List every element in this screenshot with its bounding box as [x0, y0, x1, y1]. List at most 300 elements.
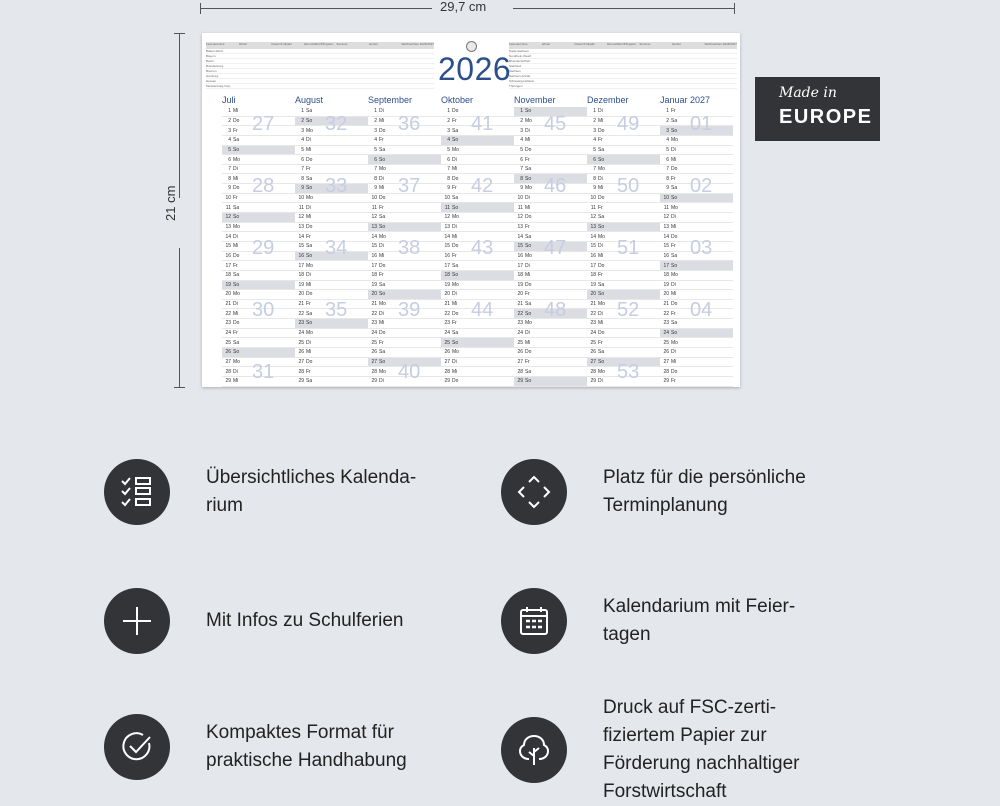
day-number: 25	[587, 340, 596, 346]
ferien-state: Sachsen	[509, 69, 542, 73]
weekday: Fr	[525, 291, 530, 297]
day-number: 11	[368, 205, 377, 211]
feature-text: Mit Infos zu Schulferien	[206, 607, 403, 635]
day-number: 13	[222, 224, 231, 230]
weekday: Mo	[306, 128, 313, 134]
day-number: 22	[660, 311, 669, 317]
weekday: Di	[233, 234, 238, 240]
weekday: Do	[379, 128, 385, 134]
day-row	[660, 155, 733, 165]
weekday: Sa	[525, 234, 531, 240]
day-row	[587, 338, 660, 348]
day-row	[222, 329, 295, 339]
weekday: Mi	[452, 234, 457, 240]
ferien-header-cell: Herbst	[672, 42, 705, 49]
week-number: 30	[252, 299, 274, 322]
weekday: So	[379, 291, 385, 297]
week-number: 27	[252, 113, 274, 136]
weekday: So	[525, 176, 531, 182]
day-number: 9	[587, 185, 596, 191]
weekday: Di	[598, 378, 603, 384]
weekday: So	[306, 185, 312, 191]
ferien-row	[206, 84, 434, 89]
weekday: Do	[525, 349, 531, 355]
day-number: 11	[441, 205, 450, 211]
weekday: So	[525, 108, 531, 114]
weekday: So	[306, 253, 312, 259]
day-number: 8	[441, 176, 450, 182]
week-number: 43	[471, 237, 493, 260]
day-number: 6	[514, 157, 523, 163]
weekday: Di	[598, 108, 603, 114]
day-number: 17	[295, 263, 304, 269]
week-number: 47	[544, 237, 566, 260]
weekday: Do	[671, 234, 677, 240]
tree-icon	[501, 717, 567, 783]
day-number: 4	[587, 137, 596, 143]
made-in-label: Made in	[779, 85, 837, 101]
day-number: 7	[222, 166, 231, 172]
weekday: Mo	[233, 359, 240, 365]
weekday: Di	[233, 301, 238, 307]
day-row	[295, 377, 368, 387]
weekday: Fr	[233, 263, 238, 269]
day-number: 9	[295, 185, 304, 191]
weekday: Do	[233, 185, 239, 191]
day-row	[587, 136, 660, 146]
day-number: 10	[295, 195, 304, 201]
week-number: 02	[690, 175, 712, 198]
weekday: Sa	[671, 185, 677, 191]
day-row	[368, 348, 441, 358]
weekday: Fr	[598, 272, 603, 278]
weekday: Sa	[306, 311, 312, 317]
weekday: Mo	[306, 195, 313, 201]
day-number: 27	[514, 359, 523, 365]
ferien-state: Hamburg	[206, 74, 239, 78]
day-number: 12	[222, 214, 231, 220]
weekday: Sa	[598, 147, 604, 153]
day-number: 14	[660, 234, 669, 240]
weekday: Mo	[233, 291, 240, 297]
day-row	[441, 271, 514, 281]
day-row	[295, 329, 368, 339]
day-number: 17	[222, 263, 231, 269]
feature-text: Druck auf FSC-zerti- fiziertem Papier zur Förderung nachhaltiger Forstwirtschaft	[603, 694, 799, 806]
ferien-state: Baden-Württ.	[206, 49, 239, 53]
day-row	[660, 377, 733, 387]
day-number: 7	[441, 166, 450, 172]
day-row	[222, 146, 295, 156]
ferien-header-cell: Himmelfahrt/Pfingsten	[304, 42, 337, 49]
day-row	[295, 358, 368, 368]
week-number: 29	[252, 237, 274, 260]
day-number: 11	[587, 205, 596, 211]
weekday: Sa	[233, 137, 239, 143]
day-number: 6	[441, 157, 450, 163]
day-number: 6	[222, 157, 231, 163]
weekday: Mo	[452, 349, 459, 355]
day-number: 20	[587, 291, 596, 297]
weekday: Mi	[452, 369, 457, 375]
day-number: 6	[368, 157, 377, 163]
day-number: 1	[587, 108, 596, 114]
day-number: 2	[295, 118, 304, 124]
weekday: Mi	[598, 253, 603, 259]
day-row	[222, 271, 295, 281]
weekday: Do	[671, 301, 677, 307]
weekday: Sa	[379, 214, 385, 220]
weekday: Sa	[671, 118, 677, 124]
weekday: Mo	[379, 234, 386, 240]
day-row	[660, 348, 733, 358]
weekday: Sa	[671, 320, 677, 326]
day-row	[587, 165, 660, 175]
weekday: Fr	[306, 301, 311, 307]
weekday: Mi	[671, 224, 676, 230]
day-number: 25	[222, 340, 231, 346]
day-row	[368, 261, 441, 271]
ferien-header-cell: Ferientermine	[509, 42, 542, 49]
day-number: 2	[660, 118, 669, 124]
day-number: 18	[660, 272, 669, 278]
ferien-state: Bayern	[206, 54, 239, 58]
weekday: Do	[598, 330, 604, 336]
day-number: 24	[587, 330, 596, 336]
weekday: Sa	[452, 195, 458, 201]
day-number: 3	[660, 128, 669, 134]
day-number: 2	[514, 118, 523, 124]
weekday: Di	[306, 340, 311, 346]
day-row	[514, 377, 587, 387]
day-number: 7	[368, 166, 377, 172]
weekday: Fr	[671, 108, 676, 114]
weekday: Sa	[306, 243, 312, 249]
day-number: 8	[222, 176, 231, 182]
weekday: Di	[306, 272, 311, 278]
ferien-state: Bremen	[206, 69, 239, 73]
weekday: Di	[379, 176, 384, 182]
day-number: 21	[441, 301, 450, 307]
day-number: 28	[514, 369, 523, 375]
day-number: 19	[514, 282, 523, 288]
day-row	[441, 348, 514, 358]
month-name: Oktober	[441, 95, 514, 107]
ferien-state: Berlin	[206, 59, 239, 63]
weekday: Fr	[379, 272, 384, 278]
weekday: Sa	[452, 330, 458, 336]
day-number: 13	[295, 224, 304, 230]
weekday: Fr	[598, 137, 603, 143]
day-row	[660, 213, 733, 223]
weekday: Mo	[233, 157, 240, 163]
ferien-state: Niedersachsen	[509, 49, 542, 53]
day-number: 1	[441, 108, 450, 114]
day-row	[368, 329, 441, 339]
weekday: Sa	[525, 301, 531, 307]
day-number: 29	[441, 378, 450, 384]
weekday: Do	[233, 253, 239, 259]
weekday: Mo	[598, 369, 605, 375]
week-number: 52	[617, 299, 639, 322]
weekday: Mo	[671, 340, 678, 346]
day-number: 21	[295, 301, 304, 307]
ferien-header-cell: Ferientermine	[206, 42, 239, 49]
weekday: So	[598, 359, 604, 365]
weekday: Mi	[306, 282, 311, 288]
weekday: Fr	[525, 157, 530, 163]
day-number: 8	[514, 176, 523, 182]
weekday: Mi	[598, 118, 603, 124]
day-row	[222, 223, 295, 233]
day-number: 22	[441, 311, 450, 317]
weekday: So	[452, 340, 458, 346]
day-row	[441, 223, 514, 233]
month-column	[295, 95, 368, 387]
ferien-header-cell: Weihnachten 2026/2027	[401, 42, 434, 49]
day-number: 11	[222, 205, 231, 211]
day-row	[660, 338, 733, 348]
day-number: 17	[368, 263, 377, 269]
weekday: Sa	[525, 166, 531, 172]
weekday: Do	[306, 157, 312, 163]
weekday: Mo	[379, 166, 386, 172]
calendar-icon	[501, 588, 567, 654]
weekday: Mi	[233, 378, 238, 384]
weekday: Mo	[452, 282, 459, 288]
weekday: Mo	[306, 263, 313, 269]
weekday: Mo	[598, 234, 605, 240]
feature-fsc	[501, 694, 799, 806]
weekday: Sa	[306, 378, 312, 384]
week-number: 34	[325, 237, 347, 260]
month-column	[660, 95, 733, 387]
day-number: 14	[514, 234, 523, 240]
weekday: So	[598, 224, 604, 230]
weekday: Mo	[598, 166, 605, 172]
day-number: 16	[660, 253, 669, 259]
day-row	[441, 146, 514, 156]
weekday: Mo	[379, 301, 386, 307]
ferien-state: Hessen	[206, 79, 239, 83]
day-row	[295, 203, 368, 213]
weekday: Sa	[233, 340, 239, 346]
weekday: Mi	[452, 301, 457, 307]
weekday: Sa	[452, 128, 458, 134]
weekday: Fr	[598, 205, 603, 211]
day-row	[222, 213, 295, 223]
weekday: Fr	[233, 330, 238, 336]
weekday: Do	[452, 378, 458, 384]
day-number: 14	[368, 234, 377, 240]
day-number: 20	[660, 291, 669, 297]
day-row	[587, 281, 660, 291]
made-in-europe-badge	[755, 77, 880, 141]
ferien-header-cell: Winter	[239, 42, 272, 49]
ferien-state: Mecklenburg-Vorp.	[206, 84, 239, 88]
weekday: So	[379, 157, 385, 163]
day-row	[295, 271, 368, 281]
day-row	[368, 136, 441, 146]
day-number: 10	[660, 195, 669, 201]
weekday: Mi	[671, 291, 676, 297]
day-number: 26	[222, 349, 231, 355]
weekday: Di	[525, 128, 530, 134]
weekday: Di	[306, 205, 311, 211]
day-number: 28	[587, 369, 596, 375]
day-number: 11	[660, 205, 669, 211]
week-number: 46	[544, 175, 566, 198]
month-name: Januar 2027	[660, 95, 733, 107]
day-number: 17	[441, 263, 450, 269]
width-label: 29,7 cm	[440, 0, 486, 14]
day-number: 24	[660, 330, 669, 336]
month-name: November	[514, 95, 587, 107]
day-number: 19	[222, 282, 231, 288]
weekday: Fr	[452, 185, 457, 191]
weekday: Fr	[306, 234, 311, 240]
day-number: 1	[368, 108, 377, 114]
day-number: 21	[368, 301, 377, 307]
day-number: 9	[514, 185, 523, 191]
day-number: 10	[222, 195, 231, 201]
day-row	[514, 261, 587, 271]
day-number: 6	[660, 157, 669, 163]
calendar-sheet	[202, 33, 740, 387]
weekday: Mi	[233, 176, 238, 182]
day-row	[441, 165, 514, 175]
weekday: Di	[233, 369, 238, 375]
day-number: 18	[514, 272, 523, 278]
day-row	[587, 213, 660, 223]
day-number: 28	[368, 369, 377, 375]
day-row	[441, 367, 514, 377]
feature-text: Übersichtliches Kalenda- rium	[206, 464, 416, 520]
feature-planning	[501, 459, 806, 525]
day-row	[514, 146, 587, 156]
weekday: So	[525, 243, 531, 249]
weekday: Fr	[671, 176, 676, 182]
weekday: Di	[598, 176, 603, 182]
day-row	[368, 146, 441, 156]
day-number: 16	[295, 253, 304, 259]
day-number: 26	[660, 349, 669, 355]
weekday: Di	[452, 224, 457, 230]
ferien-header-cell: Himmelfahrt/Pfingsten	[607, 42, 640, 49]
weekday: Mo	[671, 137, 678, 143]
day-number: 2	[441, 118, 450, 124]
dimension-line	[179, 33, 180, 198]
day-row	[222, 155, 295, 165]
day-row	[514, 136, 587, 146]
week-number: 31	[252, 361, 274, 384]
weekday: Sa	[379, 282, 385, 288]
day-number: 24	[295, 330, 304, 336]
day-number: 10	[514, 195, 523, 201]
day-row	[514, 223, 587, 233]
day-number: 3	[441, 128, 450, 134]
weekday: Mi	[379, 320, 384, 326]
day-row	[295, 281, 368, 291]
weekday: Mi	[598, 185, 603, 191]
weekday: Mo	[525, 118, 532, 124]
weekday: Mi	[671, 359, 676, 365]
day-number: 22	[587, 311, 596, 317]
weekday: Di	[379, 243, 384, 249]
day-number: 27	[441, 359, 450, 365]
day-number: 19	[587, 282, 596, 288]
day-row	[660, 146, 733, 156]
weekday: Mo	[671, 205, 678, 211]
weekday: Do	[233, 320, 239, 326]
day-number: 21	[587, 301, 596, 307]
calendar-year: 2026	[438, 51, 511, 88]
weekday: Do	[525, 282, 531, 288]
day-number: 23	[587, 320, 596, 326]
day-number: 6	[587, 157, 596, 163]
day-number: 14	[222, 234, 231, 240]
weekday: Mi	[525, 205, 530, 211]
weekday: Mo	[525, 185, 532, 191]
ferien-row	[509, 84, 737, 89]
day-number: 15	[587, 243, 596, 249]
week-number: 01	[690, 113, 712, 136]
day-number: 2	[587, 118, 596, 124]
dimension-line	[179, 248, 180, 388]
day-row	[295, 155, 368, 165]
day-number: 16	[514, 253, 523, 259]
day-number: 16	[587, 253, 596, 259]
day-row	[587, 155, 660, 165]
day-row	[368, 223, 441, 233]
weekday: So	[233, 147, 239, 153]
day-row	[368, 165, 441, 175]
day-row	[514, 367, 587, 377]
day-number: 21	[222, 301, 231, 307]
day-row	[441, 281, 514, 291]
day-number: 20	[514, 291, 523, 297]
day-number: 25	[368, 340, 377, 346]
day-row	[441, 213, 514, 223]
weekday: Mi	[525, 272, 530, 278]
weekday: Do	[598, 195, 604, 201]
day-number: 22	[295, 311, 304, 317]
weekday: Sa	[306, 108, 312, 114]
weekday: Mi	[525, 340, 530, 346]
weekday: So	[598, 157, 604, 163]
weekday: Do	[598, 263, 604, 269]
europe-label: EUROPE	[779, 106, 872, 129]
day-number: 26	[295, 349, 304, 355]
day-number: 28	[295, 369, 304, 375]
weekday: Fr	[598, 340, 603, 346]
week-number: 40	[398, 361, 420, 384]
day-number: 14	[441, 234, 450, 240]
weekday: Di	[525, 263, 530, 269]
weekday: Do	[233, 118, 239, 124]
day-number: 1	[295, 108, 304, 114]
weekday: Fr	[379, 340, 384, 346]
day-number: 19	[660, 282, 669, 288]
day-number: 12	[295, 214, 304, 220]
day-row	[660, 223, 733, 233]
day-row	[660, 136, 733, 146]
day-number: 29	[587, 378, 596, 384]
weekday: So	[525, 378, 531, 384]
day-row	[295, 146, 368, 156]
day-number: 1	[222, 108, 231, 114]
day-number: 13	[368, 224, 377, 230]
